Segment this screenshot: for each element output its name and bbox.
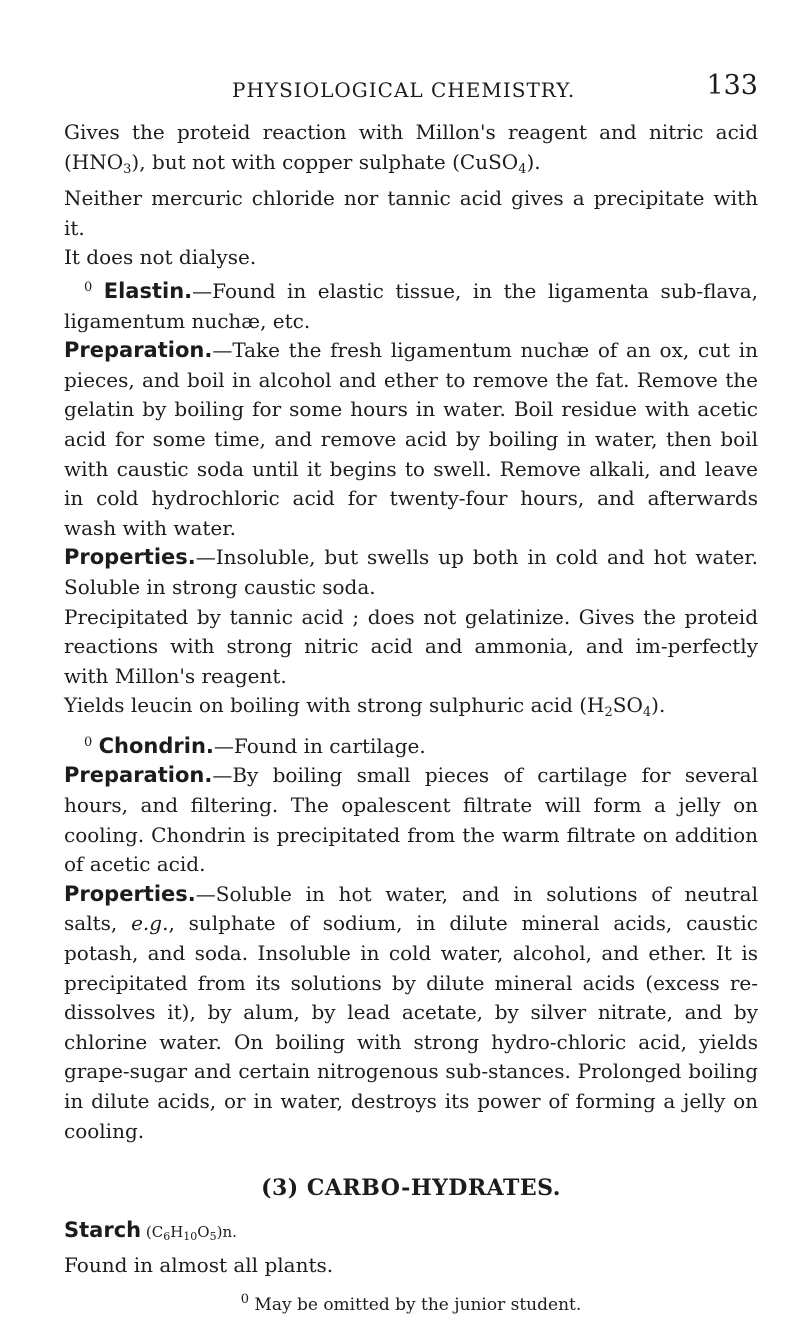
paragraph-starch-source: Found in almost all plants. bbox=[64, 1253, 334, 1278]
paragraph-chondrin-preparation: Preparation.—By boiling small pieces of cartilage for several hours, and filtering. The opalescent filtrate will form a jelly on cooling. Chondrin is precipitated from the warm filtrate on addition of acetic acid. bbox=[64, 763, 758, 877]
paragraph-tannic: Precipitated by tannic acid ; does not gelatinize. Gives the proteid reactions with strong nitric acid and ammonia, and im-perfectly with Millon's reagent. bbox=[64, 604, 758, 688]
paragraph-millon: Gives the proteid reaction with Millon's reagent and nitric acid $(HNO_3)$, but not with copper sulphate (CuSO$_4$). bbox=[64, 120, 758, 177]
book-page bbox=[64, 70, 758, 1321]
paragraph-chondrin: $^0$ Chondrin.—Found in cartilage. bbox=[84, 733, 426, 758]
elastin-footnote-mark: 0 bbox=[84, 279, 93, 295]
page-number: 133 bbox=[706, 70, 758, 101]
starch-heading: Starch bbox=[64, 1217, 142, 1242]
footnote-mark: 0 bbox=[240, 1291, 250, 1307]
paragraph-starch bbox=[64, 1216, 758, 1252]
paragraph-leucin: Yields leucin on boiling with strong sulphuric acid $(H_2SO_4)$. bbox=[64, 693, 666, 721]
page-body bbox=[64, 118, 758, 1321]
paragraph-elastin-properties: Properties.—Insoluble, but swells up both in cold and hot water. Soluble in strong caustic soda. bbox=[64, 545, 758, 599]
elastin-heading: Elastin. bbox=[103, 278, 193, 303]
properties-heading: Properties. bbox=[64, 545, 196, 570]
paragraph-chondrin-properties: Properties.—Soluble in hot water, and in solutions of neutral salts, e.g., sulphate of sodium, in dilute mineral acids, caustic potash, and soda. Insoluble in cold water, alcohol, and ether. It is precipitated from its solutions by dilute mineral acids (excess re-dissolves it), by alum, by lead acetate, by silver nitrate, and by chlorine water. On boiling with strong hydro-chloric acid, yields grape-sugar and certain nitrogenous sub-stances. Prolonged boiling in dilute acids, or in water, destroys its power of forming a jelly on cooling. bbox=[64, 881, 758, 1143]
paragraph-dialyse: It does not dialyse. bbox=[64, 245, 257, 270]
paragraph-elastin: $^0$ Elastin.—Found in elastic tissue, in the ligamenta sub-flava, ligamentum nuchæ, etc. bbox=[64, 278, 759, 333]
starch-formula: $(C_6H_{10}O_5)n$. bbox=[141, 1222, 237, 1243]
footnote-text: May be omitted by the junior student. bbox=[249, 1294, 582, 1315]
preparation-heading: Preparation. bbox=[64, 763, 213, 788]
paragraph-precipitate: Neither mercuric chloride nor tannic acid gives a precipitate with it. bbox=[64, 186, 758, 240]
section-heading-carbohydrates: (3) CARBO-HYDRATES. bbox=[261, 1175, 561, 1202]
chondrin-heading: Chondrin. bbox=[98, 733, 214, 758]
running-head-title: PHYSIOLOGICAL CHEMISTRY. bbox=[232, 78, 576, 102]
preparation-heading: Preparation. bbox=[64, 338, 213, 363]
properties-heading: Properties. bbox=[64, 881, 196, 906]
chondrin-footnote-mark: 0 bbox=[84, 734, 93, 750]
paragraph-elastin-preparation: Preparation.—Take the fresh ligamentum nuchæ of an ox, cut in pieces, and boil in alcohol and ether to remove the fat. Remove the gelatin by boiling for some hours in water. Boil residue with acetic acid for some time, and remove acid by boiling in water, then boil with caustic soda until it begins to swell. Remove alkali, and leave in cold hydrochloric acid for twenty-four hours, and afterwards wash with water. bbox=[64, 338, 758, 540]
footnote bbox=[64, 1285, 758, 1321]
running-head bbox=[64, 70, 758, 106]
